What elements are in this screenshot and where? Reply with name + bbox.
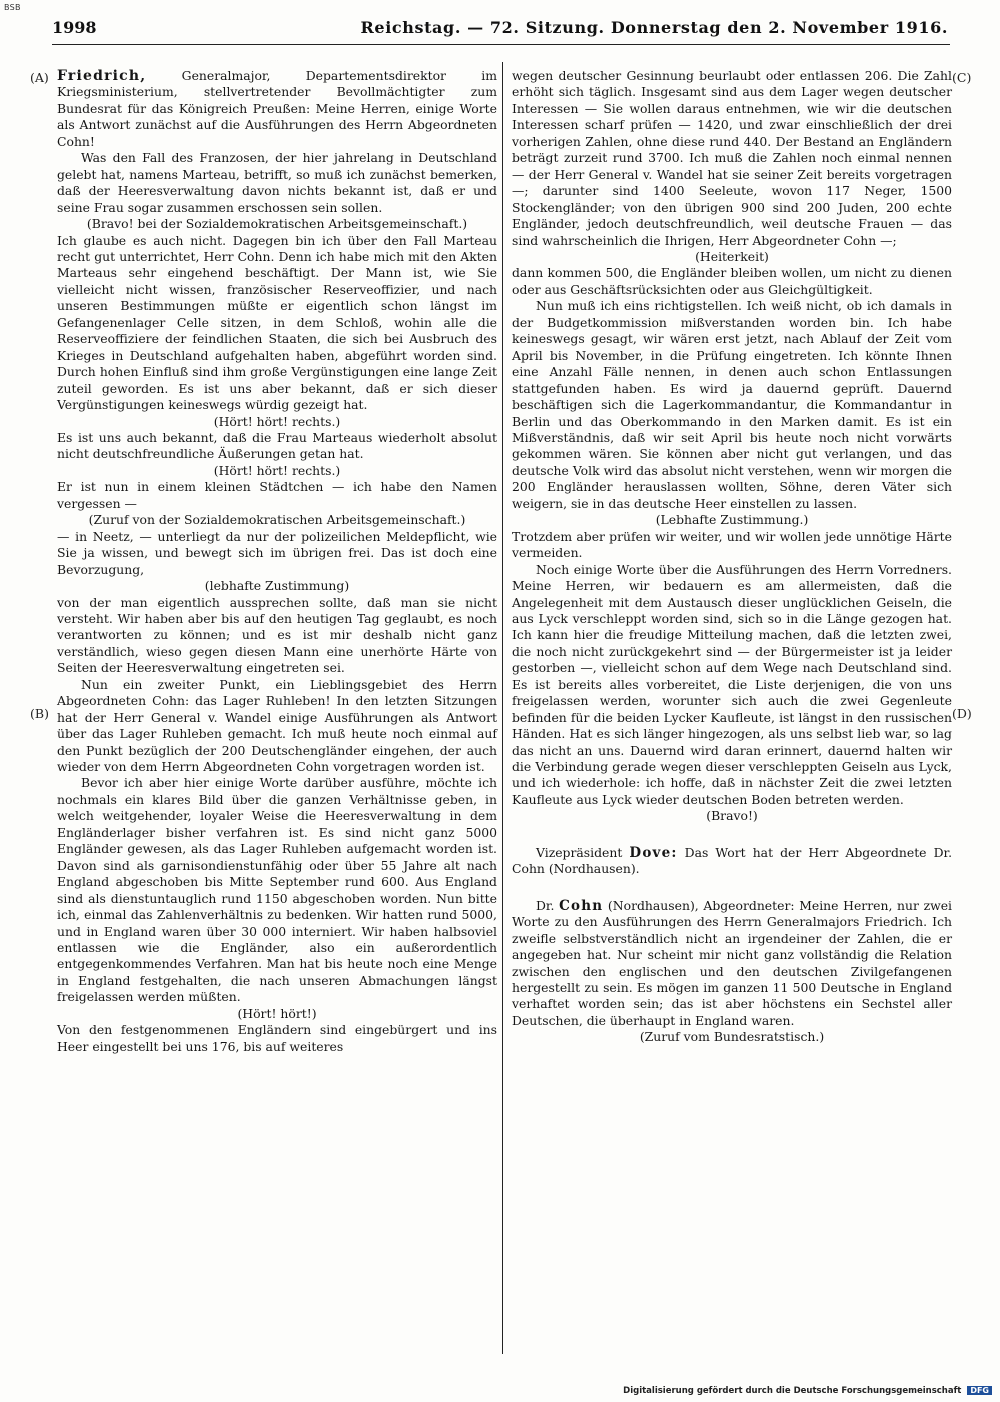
interjection: (Zuruf vom Bundesratstisch.) (639, 1029, 825, 1045)
interjection: (Heiterkeit) (695, 248, 769, 264)
paragraph: Nun ein zweiter Punkt, ein Lieblingsgebiet des Herrn Abgeordneten Cohn: das Lager Ruhleben! In den letzten Sitzungen hat der Herr General v. Wandel einige Ausführungen als Antwort über das Lager Ruhleben gemacht. Ich muß heute noch einmal auf den Punkt bezüglich der 200 Deutschengländer eingehen, der auch wieder von dem Herrn Abgeordneten Cohn vorgetragen worden ist. (57, 676, 497, 775)
paragraph: Er ist nun in einem kleinen Städtchen — ich habe den Namen vergessen — (57, 479, 497, 511)
paragraph: Ich glaube es auch nicht. Dagegen bin ich über den Fall Marteau recht gut unterrichtet, Herr Cohn. Denn ich habe mich mit den Akten Marteaus sehr eingehend beschäftigt. Der Mann ist, wie Sie vielleicht nicht wissen, französischer Reserveoffizier, und nach unseren Bestimmungen müßte er eigentlich schon längst im Gefangenenlager Celle sitzen, in dem Schloß, wohin alle die Reserveoffiziere der feindlichen Staaten, die sich bei Ausbruch des Krieges in Deutschland aufgehalten haben, abgeführt worden sind. Durch hohen Einfluß sind ihm große Vergünstigungen eine lange Zeit zuteil geworden. Es ist uns aber bekannt, daß er sich dieser Vergünstigungen keineswegs würdig gezeigt hat. (57, 232, 497, 413)
interjection: (Hört! hört! rechts.) (213, 413, 341, 429)
paragraph: Was den Fall des Franzosen, der hier jahrelang in Deutschland gelebt hat, namens Marteau, betrifft, so muß ich zunächst bemerken, daß der Heeresverwaltung davon nichts bekannt ist, daß er und seine Frau sogar zusammen erschossen sein sollen. (57, 150, 497, 215)
paragraph: Von den festgenommenen Engländern sind eingebürgert und ins Heer eingestellt bei uns 176, bis auf weiteres (57, 1022, 497, 1054)
speech-text: Generalmajor, Departementsdirektor im Kriegsministerium, stellvertretender Bevollmächtigter zum Bundesrat für das Königreich Preußen: Meine Herren, einige Worte als Antwort zunächst auf die Ausführungen des Herrn Abgeordneten Cohn! (57, 68, 497, 149)
speaker-name: Dove: (629, 844, 678, 861)
paragraph: Es ist uns auch bekannt, daß die Frau Marteaus wiederholt absolut nicht deutschfreundliche Äußerungen getan hat. (57, 429, 497, 462)
title-prefix: Dr. (536, 897, 560, 913)
paragraph: Bevor ich aber hier einige Worte darüber ausführe, möchte ich nochmals ein klares Bild über die ganzen Verhältnisse geben, in welch weitgehender, loyaler Weise die Heeresverwaltung in dem Engländerlager bisher verfahren ist. Es sind nicht ganz 5000 Engländer gewesen, als das Lager Ruhleben aufgemacht worden ist. Davon sind als garnisondienstunfähig oder über 55 Jahre alt nach England abgeschoben bis Mitte September rund 600. Aus England sind als dienstuntauglich rund 1150 abgeschoben worden. Nun bitte ich, einmal das Zahlenverhältnis zu bedenken. Wir hatten rund 5000, und in England waren über 30 000 interniert. Wir haben halbsoviel entlassen wie die Engländer, also ein außerordentlich entgegenkommendes Verfahren. Man hat bis heute noch eine Menge in England festgehalten, die nach unseren Abmachungen längst freigelassen werden müßten. (57, 775, 497, 1005)
digitization-footer (623, 1386, 992, 1396)
margin-mark-a: (A) (30, 70, 49, 85)
speaker-name: Friedrich, (57, 68, 147, 84)
margin-mark-d: (D) (952, 706, 972, 721)
interjection: (Hört! hört!) (237, 1005, 317, 1021)
role-prefix: Vizepräsident (536, 844, 630, 860)
paragraph: dann kommen 500, die Engländer bleiben wollen, um nicht zu dienen oder aus Geschäftsrücksichten oder aus Gleichgültigkeit. (512, 265, 952, 297)
header-rule (52, 44, 950, 45)
paragraph: von der man eigentlich aussprechen sollte, daß man sie nicht versteht. Wir haben aber bis auf den heutigen Tag geglaubt, es noch verantworten zu können; und es ist mir deshalb nicht ganz verständlich, wieso gegen diesen Mann eine unerhörte Härte von Seiten der Heeresverwaltung eingetreten sei. (57, 594, 497, 676)
paragraph: Trotzdem aber prüfen wir weiter, und wir wollen jede unnötige Härte vermeiden. (512, 528, 952, 561)
margin-mark-b: (B) (30, 706, 49, 721)
speech-text: Das Wort hat der Herr Abgeordnete Dr. Cohn (Nordhausen). (512, 844, 953, 877)
speech-text: (Nordhausen), Abgeordneter: Meine Herren, nur zwei Worte zu den Ausführungen des Herrn Generalmajors Friedrich. Ich zweifle selbstverständlich nicht an irgendeiner der Zahlen, die er angegeben hat. Nur scheint mir nicht ganz vollständig die Relation zwischen den englischen und den deutschen Zivilgefangenen hergestellt zu sein. Es mögen im ganzen 11 500 Deutsche in England verhaftet worden sein; das ist aber höchstens ein Sechstel aller Deutschen, die überhaupt in England waren. (512, 897, 952, 1028)
speech-opening (512, 898, 952, 1030)
interjection: (Zuruf von der Sozialdemokratischen Arbeitsgemeinschaft.) (88, 512, 466, 528)
left-column (57, 68, 497, 1055)
paragraph: — in Neetz, — unterliegt da nur der polizeilichen Meldepflicht, wie Sie ja wissen, und bewegt sich im übrigen frei. Das ist doch eine Bevorzugung, (57, 528, 497, 577)
column-divider (502, 62, 503, 1354)
dfg-logo: DFG (967, 1386, 992, 1395)
chair-statement (512, 845, 952, 878)
footer-text: Digitalisierung gefördert durch die Deutsche Forschungsgemeinschaft (623, 1386, 962, 1396)
paragraph: wegen deutscher Gesinnung beurlaubt oder entlassen 206. Die Zahl erhöht sich täglich. Insgesamt sind aus dem Lager wegen deutscher Interessen — Sie wollen daraus entnehmen, wie wir die deutschen Interessen scharf prüfen — 1420, und zwar einschließlich der drei vorherigen Zahlen, ohne diese rund 440. Der Bestand an Engländern beträgt zurzeit rund 3700. Ich muß die Zahlen noch einmal nennen — der Herr General v. Wandel hat sie seiner Zeit bereits vorgetragen —; darunter sind 1400 Seeleute, wovon 117 Neger, 1500 Stockengländer; von den übrigen 900 sind 200 Juden, 200 echte Engländer, jedoch deutschfreundlich, weil deutsche Frauen — das sind wahrscheinlich die Ihrigen, Herr Abgeordneter Cohn —; (512, 68, 952, 248)
interjection: (lebhafte Zustimmung) (204, 578, 350, 594)
running-title: Reichstag. — 72. Sitzung. Donnerstag den 2. November 1916. (360, 18, 948, 37)
page-header (52, 16, 950, 42)
speaker-name: Cohn (559, 897, 604, 914)
library-corner-mark: BSB (4, 3, 21, 12)
right-column (512, 68, 952, 1046)
page-number: 1998 (52, 18, 97, 37)
margin-mark-c: (C) (952, 70, 972, 85)
interjection: (Bravo!) (706, 808, 758, 824)
paragraph: Nun muß ich eins richtigstellen. Ich weiß nicht, ob ich damals in der Budgetkommission mißverstanden worden bin. Ich habe keineswegs gesagt, wir wären erst jetzt, nach Ablauf der Zeit vom April bis November, in die Prüfung eingetreten. Ich könnte Ihnen eine Anzahl Fälle nennen, in denen auch schon Entlassungen stattgefunden haben. Es wird ja dauernd geprüft. Dauernd beschäftigen sich die Lagerkommandantur, die Kommandantur in Berlin und das Oberkommando in den Marken damit. Es ist ein Mißverständnis, daß wir seit April bis heute noch nicht vorwärts gekommen wären. Sie können aber nicht gut verlangen, und das deutsche Volk wird das absolut nicht verstehen, wenn wir morgen die 200 Engländer herauslassen wollten, Söhne, deren Väter sich weigern, sie in das deutsche Heer einstellen zu lassen. (512, 298, 952, 511)
interjection: (Hört! hört! rechts.) (213, 462, 341, 478)
interjection: (Bravo! bei der Sozialdemokratischen Arbeitsgemeinschaft.) (86, 216, 468, 232)
interjection: (Lebhafte Zustimmung.) (655, 512, 809, 528)
speech-opening (57, 68, 497, 150)
paragraph: Noch einige Worte über die Ausführungen des Herrn Vorredners. Meine Herren, wir bedauern es am allermeisten, daß die Angelegenheit mit dem Austausch dieser unglücklichen Geiseln, die aus Lyck verschleppt worden sind, sich so in die Länge gezogen hat. Ich kann hier die freudige Mitteilung machen, daß die letzten zwei, die noch nicht zurückgekehrt sind — der Bürgermeister ist ja leider gestorben —, vielleicht schon auf dem Wege nach Deutschland sind. Es ist bereits alles vorbereitet, die Liste derjenigen, die von uns freigelassen werden, worunter sich auch die zwei Gegenleute befinden für die beiden Lycker Kaufleute, ist längst in den russischen Händen. Hat es sich länger hingezogen, als uns selbst lieb war, so lag das nicht an uns. Dauernd wird daran erinnert, dauernd halten wir die Verbindung gerade wegen dieser verschleppten Geiseln aus Lyck, und ich wiederhole: ich hoffe, daß in nächster Zeit die zwei letzten Kaufleute aus Lyck wieder deutschen Boden betreten werden. (512, 561, 952, 807)
